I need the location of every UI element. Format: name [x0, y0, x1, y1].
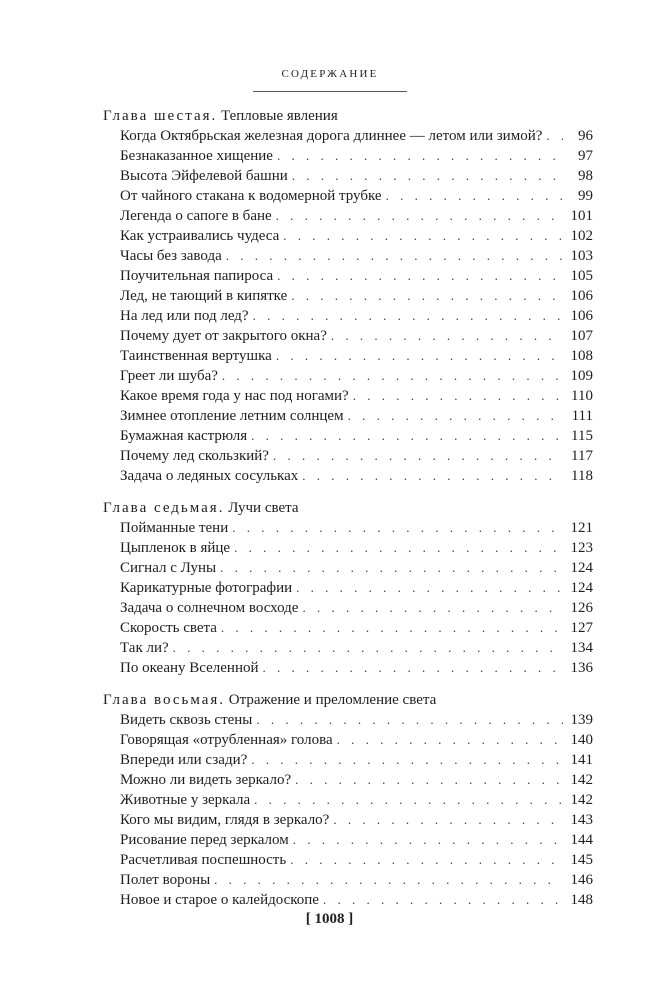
chapter-title: Отражение и преломление света	[228, 692, 437, 708]
toc-entry[interactable]	[120, 770, 593, 790]
dot-leader	[251, 426, 563, 446]
chapter-label: Глава шестая.	[103, 108, 218, 124]
entry-title: Лед, не тающий в кипятке	[120, 288, 288, 304]
entry-title: Новое и старое о калейдоскопе	[120, 892, 319, 908]
toc-entry[interactable]	[120, 166, 593, 186]
toc-entry[interactable]	[120, 730, 593, 750]
toc-entry[interactable]	[120, 598, 593, 618]
entry-title: Кого мы видим, глядя в зеркало?	[120, 812, 330, 828]
toc-entry[interactable]	[120, 286, 593, 306]
entry-title: Скорость света	[120, 620, 217, 636]
entry-title: Так ли?	[120, 640, 169, 656]
dot-leader	[263, 658, 563, 678]
toc-entry[interactable]	[120, 558, 593, 578]
entry-page-number: 134	[570, 640, 593, 656]
dot-leader	[253, 306, 563, 326]
entry-page-number: 106	[570, 308, 593, 324]
toc-entry[interactable]	[120, 126, 593, 146]
entry-page-number: 107	[570, 328, 593, 344]
toc-entry[interactable]	[120, 750, 593, 770]
dot-leader	[546, 126, 563, 146]
dot-leader	[290, 850, 563, 870]
toc-entry[interactable]	[120, 638, 593, 658]
entry-page-number: 139	[570, 712, 593, 728]
dot-leader	[386, 186, 563, 206]
chapter-label: Глава восьмая.	[103, 692, 226, 708]
entry-title: Карикатурные фотографии	[120, 580, 293, 596]
toc-entry[interactable]	[120, 306, 593, 326]
toc-entry[interactable]	[120, 206, 593, 226]
dot-leader	[348, 406, 563, 426]
chapter-heading[interactable]	[103, 690, 593, 710]
entry-page-number: 148	[570, 892, 593, 908]
entry-page-number: 143	[570, 812, 593, 828]
dot-leader	[323, 890, 563, 910]
entry-page-number: 108	[570, 348, 593, 364]
entry-page-number: 105	[570, 268, 593, 284]
table-of-contents	[103, 106, 593, 922]
entry-title: Говорящая «отрубленная» голова	[120, 732, 333, 748]
toc-entry[interactable]	[120, 870, 593, 890]
chapter-label: Глава седьмая.	[103, 500, 225, 516]
entry-page-number: 115	[571, 428, 593, 444]
entry-title: Пойманные тени	[120, 520, 229, 536]
entry-page-number: 121	[570, 520, 593, 536]
entry-title: Легенда о сапоге в бане	[120, 208, 272, 224]
entry-page-number: 144	[570, 832, 593, 848]
dot-leader	[254, 790, 563, 810]
toc-entry[interactable]	[120, 406, 593, 426]
dot-leader	[276, 206, 563, 226]
dot-leader	[331, 326, 563, 346]
page-number: [ 1008 ]	[305, 911, 354, 927]
entry-page-number: 106	[570, 288, 593, 304]
entry-title: По океану Вселенной	[120, 660, 259, 676]
entry-title: Когда Октябрьская железная дорога длиннее — летом или зимой?	[120, 128, 543, 144]
toc-entry[interactable]	[120, 346, 593, 366]
dot-leader	[296, 578, 563, 598]
dot-leader	[232, 518, 563, 538]
entry-title: Как устраивались чудеса	[120, 228, 280, 244]
toc-entry[interactable]	[120, 146, 593, 166]
entry-page-number: 136	[570, 660, 593, 676]
chapter-title: Лучи света	[228, 500, 299, 516]
chapter-heading[interactable]	[103, 106, 593, 126]
entry-title: Расчетливая поспешность	[120, 852, 287, 868]
running-header: СОДЕРЖАНИЕ	[281, 68, 379, 80]
entry-page-number: 124	[570, 560, 593, 576]
entry-page-number: 126	[570, 600, 593, 616]
entry-title: На лед или под лед?	[120, 308, 249, 324]
entry-page-number: 145	[570, 852, 593, 868]
toc-entry[interactable]	[120, 266, 593, 286]
entry-title: Зимнее отопление летним солнцем	[120, 408, 344, 424]
toc-entry[interactable]	[120, 710, 593, 730]
entry-page-number: 140	[570, 732, 593, 748]
entry-page-number: 123	[570, 540, 593, 556]
entry-title: Почему лед скользкий?	[120, 448, 269, 464]
entry-title: Задача о ледяных сосульках	[120, 468, 299, 484]
entry-page-number: 97	[578, 148, 593, 164]
entry-title: От чайного стакана к водомерной трубке	[120, 188, 382, 204]
dot-leader	[293, 830, 563, 850]
dot-leader	[283, 226, 563, 246]
toc-entry[interactable]	[120, 426, 593, 446]
entry-title: Высота Эйфелевой башни	[120, 168, 288, 184]
entry-title: Задача о солнечном восходе	[120, 600, 299, 616]
toc-entry[interactable]	[120, 446, 593, 466]
dot-leader	[292, 166, 563, 186]
toc-entry[interactable]	[120, 246, 593, 266]
chapter-section	[103, 498, 593, 678]
entry-page-number: 99	[578, 188, 593, 204]
toc-entry[interactable]	[120, 658, 593, 678]
entry-title: Видеть сквозь стены	[120, 712, 253, 728]
dot-leader	[337, 730, 563, 750]
toc-entry[interactable]	[120, 518, 593, 538]
dot-leader	[277, 266, 563, 286]
entry-title: Какое время года у нас под ногами?	[120, 388, 349, 404]
entry-title: Впереди или сзади?	[120, 752, 248, 768]
entry-page-number: 111	[571, 408, 593, 424]
entry-title: Животные у зеркала	[120, 792, 251, 808]
dot-leader	[220, 558, 563, 578]
entry-page-number: 96	[578, 128, 593, 144]
chapter-section	[103, 106, 593, 486]
dot-leader	[222, 366, 563, 386]
dot-leader	[291, 286, 563, 306]
toc-entry[interactable]	[120, 810, 593, 830]
dot-leader	[302, 466, 563, 486]
chapter-title: Тепловые явления	[221, 108, 338, 124]
dot-leader	[234, 538, 563, 558]
entry-page-number: 127	[570, 620, 593, 636]
entry-page-number: 103	[570, 248, 593, 264]
toc-entry[interactable]	[120, 186, 593, 206]
entry-page-number: 142	[570, 772, 593, 788]
toc-entry[interactable]	[120, 890, 593, 910]
dot-leader	[173, 638, 563, 658]
entry-title: Поучительная папироса	[120, 268, 274, 284]
entry-title: Безнаказанное хищение	[120, 148, 273, 164]
toc-entry[interactable]	[120, 790, 593, 810]
header-rule	[253, 91, 407, 92]
toc-entry[interactable]	[120, 830, 593, 850]
entry-title: Почему дует от закрытого окна?	[120, 328, 327, 344]
entry-page-number: 117	[571, 448, 593, 464]
dot-leader	[295, 770, 563, 790]
dot-leader	[251, 750, 563, 770]
toc-entry[interactable]	[120, 850, 593, 870]
entry-page-number: 141	[570, 752, 593, 768]
entry-page-number: 109	[570, 368, 593, 384]
entry-title: Полет вороны	[120, 872, 211, 888]
toc-entry[interactable]	[120, 226, 593, 246]
dot-leader	[302, 598, 563, 618]
dot-leader	[273, 446, 563, 466]
entry-page-number: 110	[571, 388, 593, 404]
entry-title: Бумажная кастрюля	[120, 428, 248, 444]
toc-entry[interactable]	[120, 386, 593, 406]
entry-page-number: 98	[578, 168, 593, 184]
dot-leader	[256, 710, 563, 730]
entry-title: Таинственная вертушка	[120, 348, 272, 364]
dot-leader	[214, 870, 563, 890]
toc-entry[interactable]	[120, 326, 593, 346]
dot-leader	[276, 346, 563, 366]
toc-entry[interactable]	[120, 466, 593, 486]
dot-leader	[333, 810, 563, 830]
entry-page-number: 142	[570, 792, 593, 808]
dot-leader	[221, 618, 563, 638]
entry-title: Сигнал с Луны	[120, 560, 217, 576]
dot-leader	[277, 146, 563, 166]
entry-page-number: 146	[570, 872, 593, 888]
entry-page-number: 118	[571, 468, 593, 484]
dot-leader	[353, 386, 563, 406]
chapter-section	[103, 690, 593, 910]
entry-page-number: 101	[570, 208, 593, 224]
entry-title: Цыпленок в яйце	[120, 540, 231, 556]
entry-page-number: 102	[570, 228, 593, 244]
chapter-heading[interactable]	[103, 498, 593, 518]
dot-leader	[226, 246, 563, 266]
entry-title: Часы без завода	[120, 248, 222, 264]
toc-entry[interactable]	[120, 366, 593, 386]
entry-page-number: 124	[570, 580, 593, 596]
entry-title: Греет ли шуба?	[120, 368, 218, 384]
entry-title: Можно ли видеть зеркало?	[120, 772, 292, 788]
toc-entry[interactable]	[120, 538, 593, 558]
entry-title: Рисование перед зеркалом	[120, 832, 289, 848]
toc-entry[interactable]	[120, 578, 593, 598]
toc-entry[interactable]	[120, 618, 593, 638]
